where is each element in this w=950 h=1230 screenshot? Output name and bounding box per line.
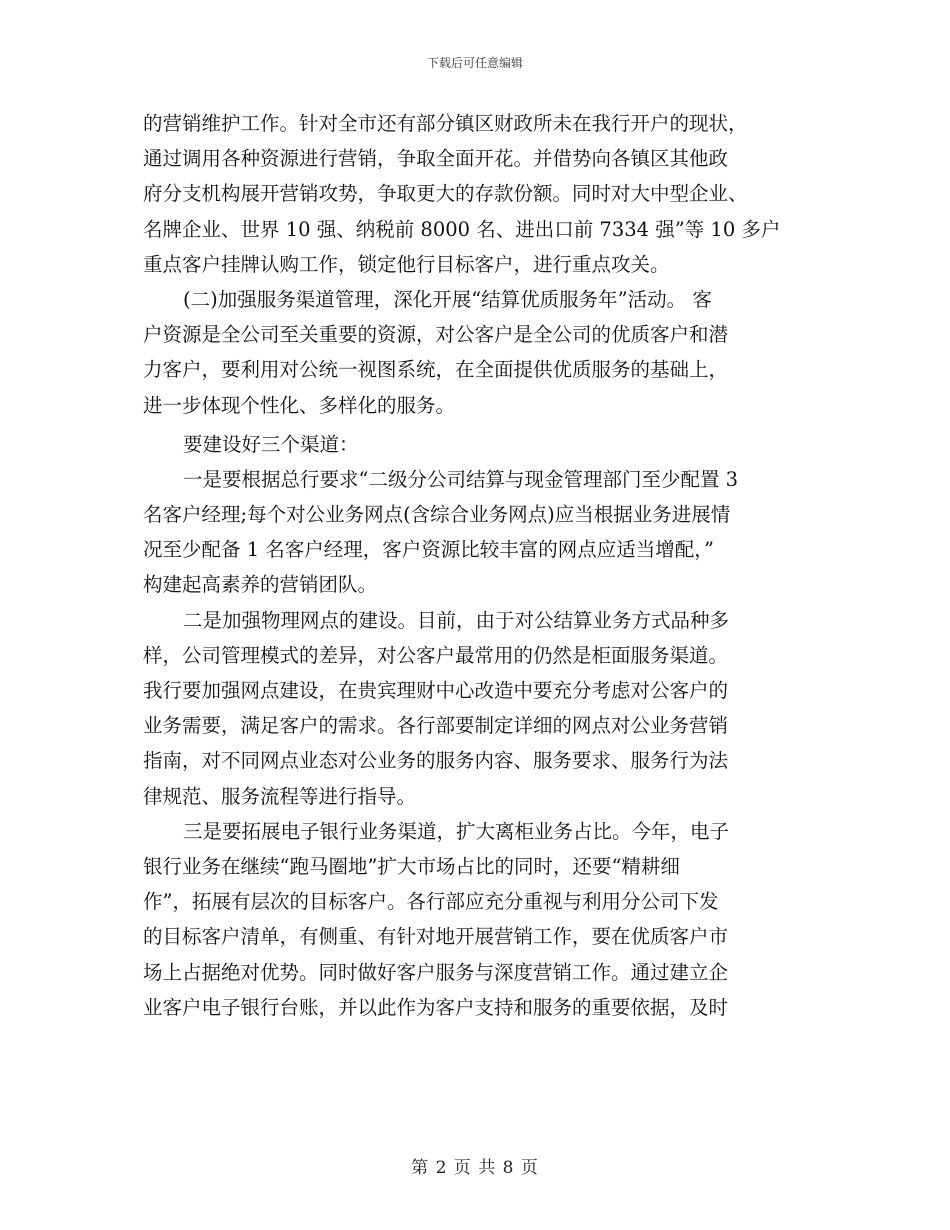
text-line: 府分支机构展开营销攻势，争取更大的存款份额。同时对大中型企业、 bbox=[143, 182, 748, 206]
text-line: 名客户经理;每个对公业务网点(含综合业务网点)应当根据业务进展情 bbox=[143, 503, 731, 527]
text-line: 重点客户挂牌认购工作，锁定他行目标客户，进行重点攻关。 bbox=[143, 252, 670, 276]
text-line: 业务需要，满足客户的需求。各行部要制定详细的网点对公业务营销 bbox=[143, 714, 729, 738]
text-line: 三是要拓展电子银行业务渠道，扩大离柜业务占比。今年，电子 bbox=[183, 819, 730, 843]
page-footer: 第 2 页 共 8 页 bbox=[411, 1158, 539, 1178]
text-line: 力客户，要利用对公统一视图系统，在全面提供优质服务的基础上， bbox=[143, 358, 729, 382]
text-line: (二)加强服务渠道管理，深化开展“结算优质服务年”活动。 客 bbox=[183, 287, 712, 311]
text-line: 指南，对不同网点业态对公业务的服务内容、服务要求、服务行为法 bbox=[143, 749, 729, 773]
text-line: 户资源是全公司至关重要的资源，对公客户是全公司的优质客户和潜 bbox=[143, 323, 729, 347]
text-line: 作”，拓展有层次的目标客户。各行部应充分重视与利用分公司下发 bbox=[143, 890, 719, 914]
text-line: 银行业务在继续“跑马圈地”扩大市场占比的同时，还要“精耕细 bbox=[143, 854, 680, 878]
text-line: 我行要加强网点建设，在贵宾理财中心改造中要充分考虑对公客户的 bbox=[143, 679, 729, 702]
text-line: 一是要根据总行要求“二级分公司结算与现金管理部门至少配置 3 bbox=[183, 467, 739, 491]
text-line: 名牌企业、世界 10 强、纳税前 8000 名、进出口前 7334 强”等 10 多户 bbox=[143, 217, 781, 241]
text-line: 通过调用各种资源进行营销，争取全面开花。并借势向各镇区其他政 bbox=[143, 147, 729, 171]
text-line: 律规范、服务流程等进行指导。 bbox=[143, 784, 417, 808]
text-line: 场上占据绝对优势。同时做好客户服务与深度营销工作。通过建立企 bbox=[143, 960, 729, 984]
text-line: 要建设好三个渠道： bbox=[183, 432, 359, 456]
page-header: 下载后可任意编辑 bbox=[426, 56, 523, 70]
text-line: 的目标客户清单，有侧重、有针对地开展营销工作，要在优质客户市 bbox=[143, 925, 729, 949]
text-line: 进一步体现个性化、多样化的服务。 bbox=[143, 393, 456, 417]
text-line: 构建起高素养的营销团队。 bbox=[143, 573, 378, 597]
text-line: 二是加强物理网点的建设。目前，由于对公结算业务方式品种多 bbox=[183, 608, 730, 632]
text-line: 况至少配备 1 名客户经理，客户资源比较丰富的网点应适当增配，” bbox=[143, 538, 715, 562]
document-body bbox=[143, 106, 811, 1025]
text-line: 的营销维护工作。针对全市还有部分镇区财政所未在我行开户的现状， bbox=[143, 112, 748, 135]
text-line: 业客户电子银行台账，并以此作为客户支持和服务的重要依据，及时 bbox=[143, 995, 729, 1019]
text-line: 样，公司管理模式的差异，对公客户最常用的仍然是柜面服务渠道。 bbox=[143, 643, 729, 667]
